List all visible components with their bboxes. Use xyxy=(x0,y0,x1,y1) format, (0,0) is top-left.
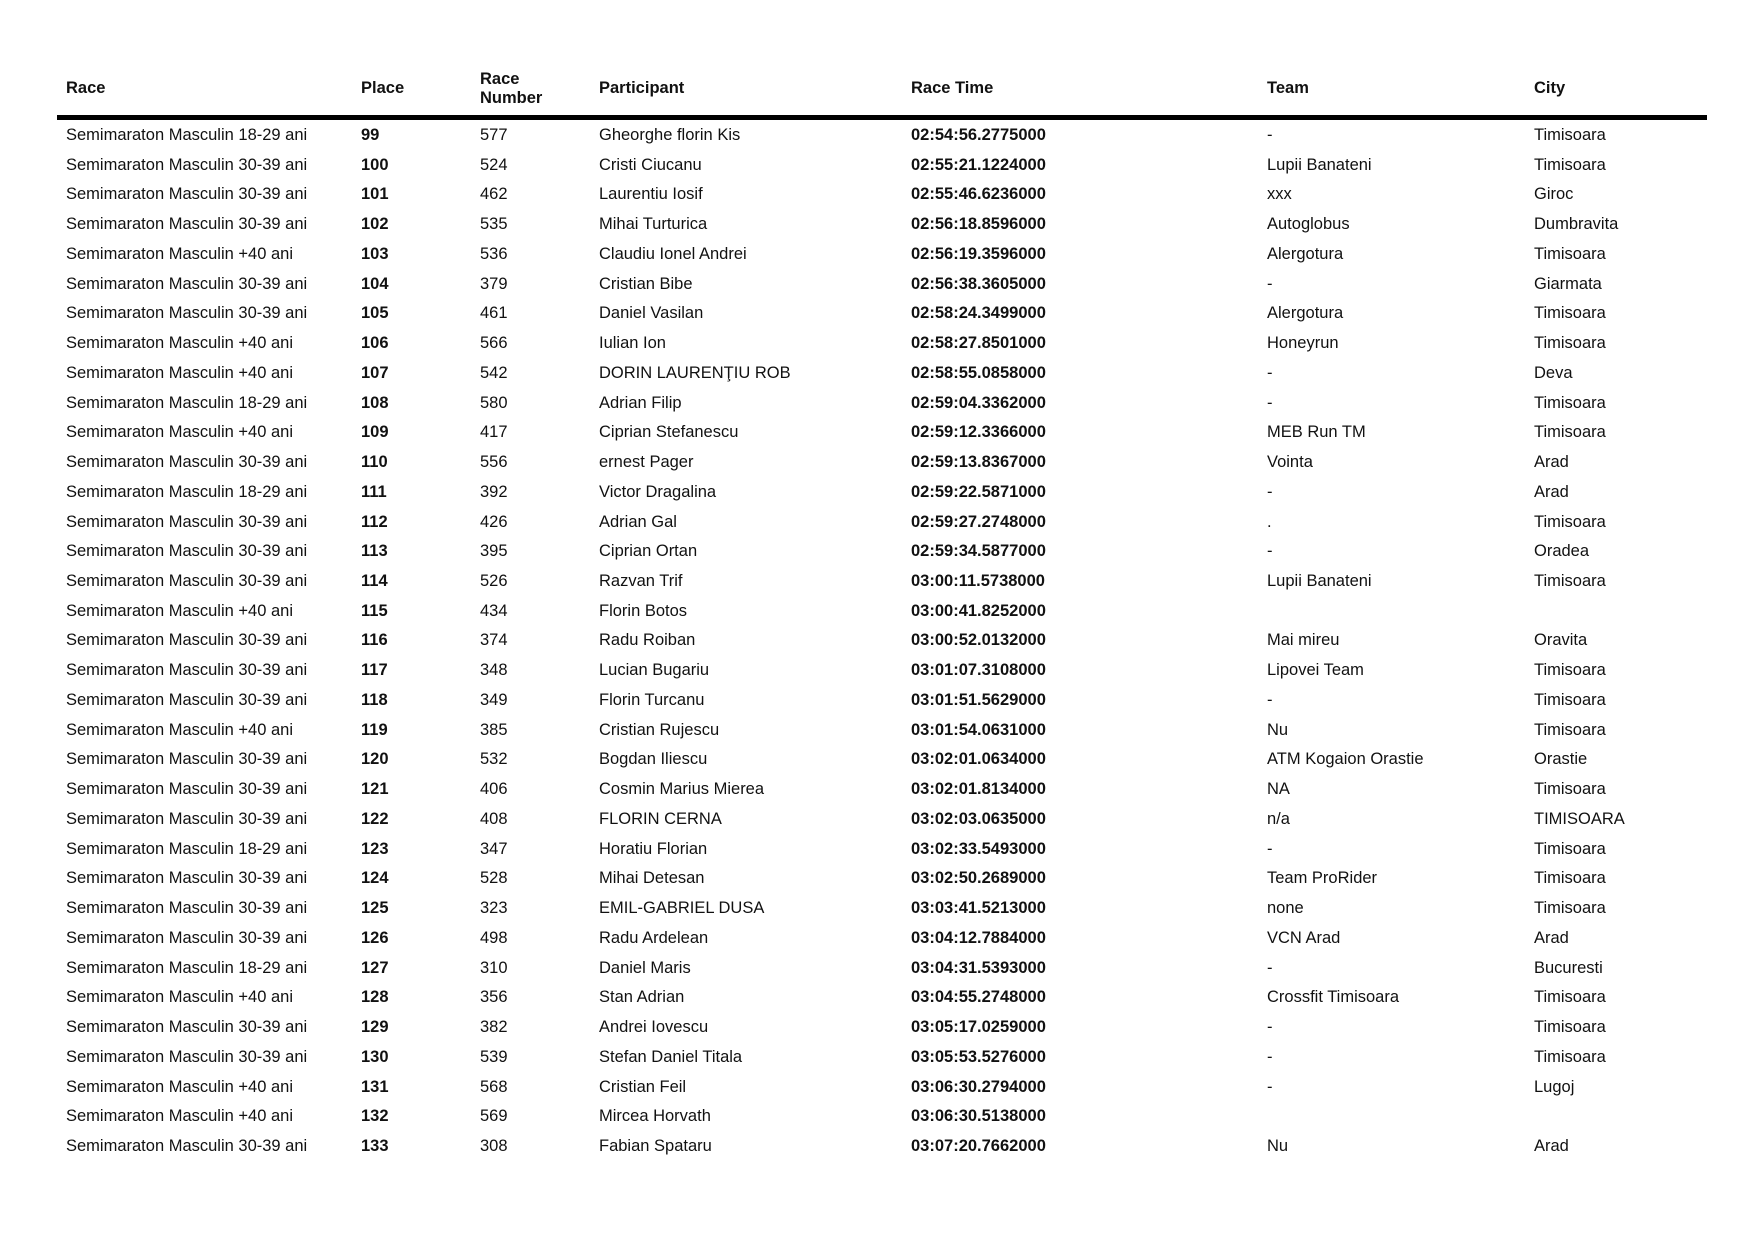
race-cell: Semimaraton Masculin +40 ani xyxy=(66,601,293,620)
team-cell: Alergotura xyxy=(1267,304,1344,323)
place-cell: 133 xyxy=(361,1136,389,1155)
race-time-cell: 02:59:04.3362000 xyxy=(911,393,1046,412)
race-cell: Semimaraton Masculin 30-39 ani xyxy=(66,1136,308,1155)
race-time-cell: 03:04:55.2748000 xyxy=(911,988,1046,1007)
participant-cell: Horatiu Florian xyxy=(599,839,708,858)
participant-cell: Cristian Rujescu xyxy=(599,720,720,739)
race-number-cell: 347 xyxy=(480,839,508,858)
race-cell: Semimaraton Masculin 30-39 ani xyxy=(66,512,308,531)
team-cell: - xyxy=(1267,690,1273,709)
table-row xyxy=(57,536,1707,566)
team-cell: Autoglobus xyxy=(1267,215,1350,234)
race-cell: Semimaraton Masculin +40 ani xyxy=(66,244,293,263)
participant-cell: Cristian Bibe xyxy=(599,274,693,293)
city-cell: Timisoara xyxy=(1534,720,1606,739)
race-cell: Semimaraton Masculin +40 ani xyxy=(66,988,293,1007)
table-row xyxy=(57,863,1707,893)
race-number-cell: 542 xyxy=(480,363,508,382)
participant-cell: Adrian Filip xyxy=(599,393,682,412)
race-number-cell: 569 xyxy=(480,1107,508,1126)
race-time-cell: 03:01:54.0631000 xyxy=(911,720,1046,739)
participant-cell: Mircea Horvath xyxy=(599,1107,711,1126)
participant-cell: Razvan Trif xyxy=(599,572,683,591)
race-time-cell: 02:56:38.3605000 xyxy=(911,274,1046,293)
table-row xyxy=(57,179,1707,209)
race-number-cell: 348 xyxy=(480,661,508,680)
city-cell: Lugoj xyxy=(1534,1077,1575,1096)
race-time-cell: 03:07:20.7662000 xyxy=(911,1136,1046,1155)
race-number-cell: 462 xyxy=(480,185,508,204)
participant-cell: Mihai Detesan xyxy=(599,869,705,888)
race-cell: Semimaraton Masculin 30-39 ani xyxy=(66,750,308,769)
race-time-cell: 03:02:50.2689000 xyxy=(911,869,1046,888)
table-row xyxy=(57,209,1707,239)
city-cell: Dumbravita xyxy=(1534,215,1619,234)
race-cell: Semimaraton Masculin +40 ani xyxy=(66,423,293,442)
place-cell: 127 xyxy=(361,958,389,977)
team-cell: - xyxy=(1267,274,1273,293)
race-number-cell: 308 xyxy=(480,1136,508,1155)
participant-cell: Iulian Ion xyxy=(599,334,666,353)
race-cell: Semimaraton Masculin 30-39 ani xyxy=(66,869,308,888)
race-number-cell: 532 xyxy=(480,750,508,769)
race-number-cell: 535 xyxy=(480,215,508,234)
place-cell: 125 xyxy=(361,899,389,918)
race-time-cell: 02:58:27.8501000 xyxy=(911,334,1046,353)
race-cell: Semimaraton Masculin 30-39 ani xyxy=(66,809,308,828)
race-cell: Semimaraton Masculin 30-39 ani xyxy=(66,780,308,799)
race-time-cell: 03:05:53.5276000 xyxy=(911,1047,1046,1066)
city-cell: Timisoara xyxy=(1534,155,1606,174)
place-cell: 107 xyxy=(361,363,389,382)
race-time-cell: 02:54:56.2775000 xyxy=(911,126,1046,144)
race-cell: Semimaraton Masculin 30-39 ani xyxy=(66,572,308,591)
participant-cell: FLORIN CERNA xyxy=(599,809,722,828)
place-cell: 104 xyxy=(361,274,389,293)
participant-cell: Cristi Ciucanu xyxy=(599,155,702,174)
table-row xyxy=(57,893,1707,923)
race-time-cell: 02:59:13.8367000 xyxy=(911,453,1046,472)
table-row xyxy=(57,507,1707,537)
participant-cell: Mihai Turturica xyxy=(599,215,708,234)
table-row xyxy=(57,953,1707,983)
team-cell: Team ProRider xyxy=(1267,869,1378,888)
race-cell: Semimaraton Masculin 30-39 ani xyxy=(66,274,308,293)
race-cell: Semimaraton Masculin 18-29 ani xyxy=(66,126,308,144)
race-cell: Semimaraton Masculin 30-39 ani xyxy=(66,690,308,709)
race-cell: Semimaraton Masculin 30-39 ani xyxy=(66,928,308,947)
race-time-cell: 02:55:46.6236000 xyxy=(911,185,1046,204)
place-cell: 105 xyxy=(361,304,389,323)
race-time-cell: 03:01:51.5629000 xyxy=(911,690,1046,709)
race-time-cell: 02:59:12.3366000 xyxy=(911,423,1046,442)
city-cell: Oravita xyxy=(1534,631,1588,650)
table-row xyxy=(57,388,1707,418)
race-cell: Semimaraton Masculin 18-29 ani xyxy=(66,958,308,977)
race-time-cell: 03:02:33.5493000 xyxy=(911,839,1046,858)
city-cell: Timisoara xyxy=(1534,334,1606,353)
race-cell: Semimaraton Masculin +40 ani xyxy=(66,720,293,739)
city-cell: Timisoara xyxy=(1534,1018,1606,1037)
team-cell: - xyxy=(1267,363,1273,382)
race-time-cell: 02:58:55.0858000 xyxy=(911,363,1046,382)
team-cell: - xyxy=(1267,958,1273,977)
race-cell: Semimaraton Masculin 30-39 ani xyxy=(66,304,308,323)
race-cell: Semimaraton Masculin 30-39 ani xyxy=(66,453,308,472)
team-cell: - xyxy=(1267,393,1273,412)
city-cell: Timisoara xyxy=(1534,512,1606,531)
place-cell: 120 xyxy=(361,750,389,769)
race-cell: Semimaraton Masculin 18-29 ani xyxy=(66,482,308,501)
team-cell: Lupii Banateni xyxy=(1267,572,1372,591)
table-row xyxy=(57,982,1707,1012)
team-cell: Lipovei Team xyxy=(1267,661,1364,680)
race-number-cell: 580 xyxy=(480,393,508,412)
table-row xyxy=(57,596,1707,626)
table-row xyxy=(57,447,1707,477)
place-cell: 112 xyxy=(361,512,388,531)
race-cell: Semimaraton Masculin 30-39 ani xyxy=(66,661,308,680)
race-time-cell: 03:00:11.5738000 xyxy=(911,572,1045,591)
table-row xyxy=(57,1012,1707,1042)
participant-cell: Florin Botos xyxy=(599,601,688,620)
place-cell: 122 xyxy=(361,809,389,828)
city-cell: Timisoara xyxy=(1534,839,1606,858)
place-cell: 110 xyxy=(361,453,388,472)
race-number-cell: 566 xyxy=(480,334,508,353)
race-time-cell: 02:59:27.2748000 xyxy=(911,512,1046,531)
place-cell: 111 xyxy=(361,482,387,501)
race-number-cell: 392 xyxy=(480,482,508,501)
race-number-cell: 528 xyxy=(480,869,508,888)
participant-cell: Radu Ardelean xyxy=(599,928,709,947)
race-number-cell: 382 xyxy=(480,1018,508,1037)
table-row xyxy=(57,150,1707,180)
city-cell: Deva xyxy=(1534,363,1573,382)
race-number-cell: 556 xyxy=(480,453,508,472)
city-cell: Arad xyxy=(1534,482,1569,501)
participant-cell: Cristian Feil xyxy=(599,1077,687,1096)
table-row xyxy=(57,1101,1707,1131)
table-row xyxy=(57,744,1707,774)
team-cell: Vointa xyxy=(1267,453,1313,472)
race-number-cell: 406 xyxy=(480,780,508,799)
race-number-cell: 498 xyxy=(480,928,508,947)
race-number-cell: 426 xyxy=(480,512,508,531)
city-cell: Timisoara xyxy=(1534,423,1606,442)
participant-cell: Stefan Daniel Titala xyxy=(599,1047,743,1066)
place-cell: 115 xyxy=(361,601,388,620)
team-cell: Alergotura xyxy=(1267,244,1344,263)
race-time-cell: 02:55:21.1224000 xyxy=(911,155,1046,174)
race-number-cell: 577 xyxy=(480,126,508,144)
participant-cell: Andrei Iovescu xyxy=(599,1018,709,1037)
table-header xyxy=(57,62,1707,120)
place-cell: 108 xyxy=(361,393,389,412)
city-cell: Arad xyxy=(1534,928,1569,947)
participant-cell: Ciprian Stefanescu xyxy=(599,423,739,442)
table-row xyxy=(57,239,1707,269)
race-number-cell: 310 xyxy=(480,958,508,977)
team-cell: Crossfit Timisoara xyxy=(1267,988,1400,1007)
team-cell: none xyxy=(1267,899,1304,918)
race-number-cell: 526 xyxy=(480,572,508,591)
race-time-cell: 03:02:01.0634000 xyxy=(911,750,1046,769)
race-number-cell: 524 xyxy=(480,155,508,174)
team-cell: VCN Arad xyxy=(1267,928,1341,947)
header-race-number-line1: Race xyxy=(480,70,520,88)
city-cell: Bucuresti xyxy=(1534,958,1603,977)
race-number-cell: 417 xyxy=(480,423,508,442)
table-row xyxy=(57,774,1707,804)
team-cell: Nu xyxy=(1267,720,1289,739)
city-cell: Timisoara xyxy=(1534,899,1606,918)
team-cell: Lupii Banateni xyxy=(1267,155,1372,174)
city-cell: Timisoara xyxy=(1534,1047,1606,1066)
race-cell: Semimaraton Masculin +40 ani xyxy=(66,1077,293,1096)
city-cell: Timisoara xyxy=(1534,869,1606,888)
participant-cell: Ciprian Ortan xyxy=(599,542,698,561)
race-number-cell: 385 xyxy=(480,720,508,739)
race-cell: Semimaraton Masculin +40 ani xyxy=(66,334,293,353)
race-time-cell: 03:00:52.0132000 xyxy=(911,631,1046,650)
participant-cell: Lucian Bugariu xyxy=(599,661,710,680)
race-cell: Semimaraton Masculin 30-39 ani xyxy=(66,1018,308,1037)
table-row xyxy=(57,328,1707,358)
race-time-cell: 02:56:18.8596000 xyxy=(911,215,1046,234)
table-row xyxy=(57,358,1707,388)
team-cell: - xyxy=(1267,1018,1273,1037)
place-cell: 109 xyxy=(361,423,389,442)
place-cell: 102 xyxy=(361,215,389,234)
place-cell: 116 xyxy=(361,631,388,650)
race-number-cell: 536 xyxy=(480,244,508,263)
results-table xyxy=(57,62,1707,1161)
race-time-cell: 03:05:17.0259000 xyxy=(911,1018,1046,1037)
participant-cell: Florin Turcanu xyxy=(599,690,705,709)
race-cell: Semimaraton Masculin 30-39 ani xyxy=(66,1047,308,1066)
city-cell: Timisoara xyxy=(1534,572,1606,591)
team-cell: n/a xyxy=(1267,809,1290,828)
race-cell: Semimaraton Masculin 18-29 ani xyxy=(66,839,308,858)
place-cell: 114 xyxy=(361,572,388,591)
race-time-cell: 02:59:22.5871000 xyxy=(911,482,1046,501)
team-cell: - xyxy=(1267,1077,1273,1096)
race-number-cell: 379 xyxy=(480,274,508,293)
place-cell: 100 xyxy=(361,155,389,174)
race-cell: Semimaraton Masculin +40 ani xyxy=(66,363,293,382)
team-cell: Nu xyxy=(1267,1136,1289,1155)
table-row xyxy=(57,417,1707,447)
table-row xyxy=(57,715,1707,745)
place-cell: 117 xyxy=(361,661,388,680)
city-cell: Timisoara xyxy=(1534,244,1606,263)
city-cell: Giroc xyxy=(1534,185,1574,204)
race-number-cell: 374 xyxy=(480,631,508,650)
city-cell: Arad xyxy=(1534,453,1569,472)
table-row xyxy=(57,1072,1707,1102)
table-row xyxy=(57,655,1707,685)
race-cell: Semimaraton Masculin 30-39 ani xyxy=(66,155,308,174)
place-cell: 121 xyxy=(361,780,389,799)
table-row xyxy=(57,625,1707,655)
city-cell: Orastie xyxy=(1534,750,1588,769)
race-time-cell: 03:00:41.8252000 xyxy=(911,601,1046,620)
participant-cell: EMIL-GABRIEL DUSA xyxy=(599,899,765,918)
race-time-cell: 02:58:24.3499000 xyxy=(911,304,1046,323)
team-cell: - xyxy=(1267,839,1273,858)
participant-cell: DORIN LAURENŢIU ROB xyxy=(599,363,791,382)
table-row xyxy=(57,1042,1707,1072)
table-row xyxy=(57,120,1707,150)
race-cell: Semimaraton Masculin 30-39 ani xyxy=(66,215,308,234)
race-time-cell: 03:03:41.5213000 xyxy=(911,899,1046,918)
place-cell: 126 xyxy=(361,928,389,947)
team-cell: . xyxy=(1267,512,1272,531)
race-time-cell: 02:59:34.5877000 xyxy=(911,542,1046,561)
race-number-cell: 461 xyxy=(480,304,508,323)
team-cell: - xyxy=(1267,482,1273,501)
participant-cell: Victor Dragalina xyxy=(599,482,717,501)
participant-cell: Claudiu Ionel Andrei xyxy=(599,244,747,263)
participant-cell: Cosmin Marius Mierea xyxy=(599,780,765,799)
participant-cell: Fabian Spataru xyxy=(599,1136,712,1155)
place-cell: 101 xyxy=(361,185,389,204)
team-cell: ATM Kogaion Orastie xyxy=(1267,750,1424,769)
header-team: Team xyxy=(1267,79,1309,97)
race-number-cell: 408 xyxy=(480,809,508,828)
participant-cell: ernest Pager xyxy=(599,453,694,472)
city-cell: Arad xyxy=(1534,1136,1569,1155)
team-cell: Mai mireu xyxy=(1267,631,1340,650)
race-number-cell: 323 xyxy=(480,899,508,918)
team-cell: xxx xyxy=(1267,185,1292,204)
header-city: City xyxy=(1534,79,1566,97)
race-number-cell: 395 xyxy=(480,542,508,561)
team-cell: Honeyrun xyxy=(1267,334,1339,353)
race-time-cell: 02:56:19.3596000 xyxy=(911,244,1046,263)
race-cell: Semimaraton Masculin +40 ani xyxy=(66,1107,293,1126)
participant-cell: Daniel Vasilan xyxy=(599,304,704,323)
race-number-cell: 539 xyxy=(480,1047,508,1066)
race-time-cell: 03:04:12.7884000 xyxy=(911,928,1046,947)
race-time-cell: 03:02:03.0635000 xyxy=(911,809,1046,828)
team-cell: - xyxy=(1267,542,1273,561)
place-cell: 106 xyxy=(361,334,389,353)
race-time-cell: 03:06:30.5138000 xyxy=(911,1107,1046,1126)
city-cell: Timisoara xyxy=(1534,661,1606,680)
race-number-cell: 356 xyxy=(480,988,508,1007)
place-cell: 119 xyxy=(361,720,388,739)
participant-cell: Radu Roiban xyxy=(599,631,696,650)
table-row xyxy=(57,834,1707,864)
place-cell: 99 xyxy=(361,126,380,144)
table-row xyxy=(57,804,1707,834)
participant-cell: Adrian Gal xyxy=(599,512,677,531)
place-cell: 123 xyxy=(361,839,389,858)
city-cell: Timisoara xyxy=(1534,126,1606,144)
participant-cell: Gheorghe florin Kis xyxy=(599,126,741,144)
race-time-cell: 03:04:31.5393000 xyxy=(911,958,1046,977)
place-cell: 129 xyxy=(361,1018,389,1037)
participant-cell: Daniel Maris xyxy=(599,958,691,977)
header-race-time: Race Time xyxy=(911,79,994,97)
race-number-cell: 568 xyxy=(480,1077,508,1096)
race-cell: Semimaraton Masculin 30-39 ani xyxy=(66,185,308,204)
race-cell: Semimaraton Masculin 30-39 ani xyxy=(66,899,308,918)
race-time-cell: 03:06:30.2794000 xyxy=(911,1077,1046,1096)
race-cell: Semimaraton Masculin 18-29 ani xyxy=(66,393,308,412)
place-cell: 124 xyxy=(361,869,389,888)
race-cell: Semimaraton Masculin 30-39 ani xyxy=(66,631,308,650)
place-cell: 103 xyxy=(361,244,389,263)
header-race-number-line2: Number xyxy=(480,89,543,107)
city-cell: Giarmata xyxy=(1534,274,1602,293)
team-cell: NA xyxy=(1267,780,1290,799)
city-cell: Oradea xyxy=(1534,542,1590,561)
city-cell: Timisoara xyxy=(1534,690,1606,709)
participant-cell: Stan Adrian xyxy=(599,988,685,1007)
table-row xyxy=(57,566,1707,596)
place-cell: 131 xyxy=(361,1077,389,1096)
header-participant: Participant xyxy=(599,79,685,97)
race-number-cell: 349 xyxy=(480,690,508,709)
place-cell: 118 xyxy=(361,690,388,709)
header-race: Race xyxy=(66,79,106,97)
team-cell: MEB Run TM xyxy=(1267,423,1366,442)
city-cell: Timisoara xyxy=(1534,304,1606,323)
header-race-number xyxy=(480,70,542,108)
team-cell: - xyxy=(1267,1047,1273,1066)
city-cell: Timisoara xyxy=(1534,393,1606,412)
participant-cell: Laurentiu Iosif xyxy=(599,185,703,204)
table-row xyxy=(57,298,1707,328)
race-time-cell: 03:01:07.3108000 xyxy=(911,661,1046,680)
table-body xyxy=(57,120,1707,1161)
header-place: Place xyxy=(361,79,405,97)
table-row xyxy=(57,477,1707,507)
race-time-cell: 03:02:01.8134000 xyxy=(911,780,1046,799)
table-row xyxy=(57,923,1707,953)
race-cell: Semimaraton Masculin 30-39 ani xyxy=(66,542,308,561)
table-row xyxy=(57,685,1707,715)
place-cell: 130 xyxy=(361,1047,389,1066)
city-cell: Timisoara xyxy=(1534,780,1606,799)
race-number-cell: 434 xyxy=(480,601,508,620)
place-cell: 132 xyxy=(361,1107,389,1126)
team-cell: - xyxy=(1267,126,1273,144)
city-cell: TIMISOARA xyxy=(1534,809,1625,828)
city-cell: Timisoara xyxy=(1534,988,1606,1007)
place-cell: 113 xyxy=(361,542,388,561)
participant-cell: Bogdan Iliescu xyxy=(599,750,708,769)
table-row xyxy=(57,269,1707,299)
table-row xyxy=(57,1131,1707,1161)
place-cell: 128 xyxy=(361,988,389,1007)
